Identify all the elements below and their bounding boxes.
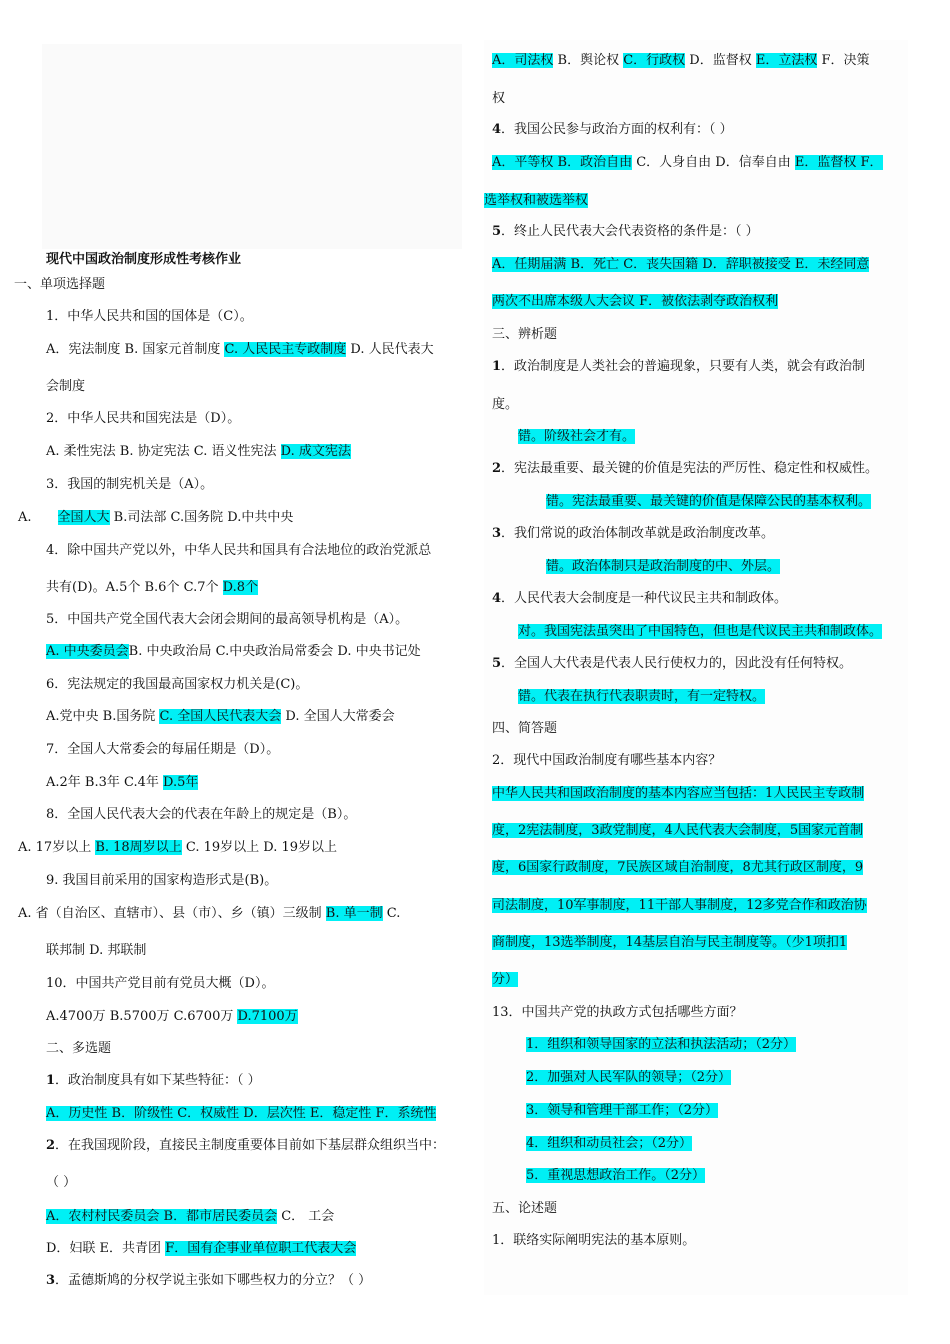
question-9-options-cont: 联邦制 D. 邦联制 <box>46 943 147 958</box>
analysis-question-5: 5．全国人大代表是代表人民行使权力的，因此没有任何特权。 <box>492 656 853 671</box>
answer-highlight: 商制度，13选举制度，14基层自治与民主制度等。（少1项扣1 <box>492 935 848 950</box>
answer-highlight: 错。阶级社会才有。 <box>518 429 636 444</box>
answer-highlight: C．行政权 <box>623 53 686 68</box>
answer-highlight: 度，2宪法制度，3政党制度，4人民代表大会制度，5国家元首制 <box>492 823 864 838</box>
answer-highlight: D.7100万 <box>237 1009 298 1024</box>
analysis-question-1-cont: 度。 <box>492 397 519 412</box>
multi-question-4-options: A．平等权 B．政治自由 C．人身自由 D．信奉自由 E．监督权 F． <box>492 155 883 170</box>
analysis-answer-2 <box>546 493 871 511</box>
question-9: 9. 我国目前采用的国家构造形式是(B)。 <box>46 873 278 888</box>
question-2: 2．中华人民共和国宪法是（D）。 <box>46 411 241 426</box>
short-answer-2-line-6 <box>492 971 518 989</box>
answer-highlight: 司法制度，10军事制度，11干部人事制度，12多党合作和政治协 <box>492 898 867 913</box>
analysis-question-3: 3．我们常说的政治体制改革就是政治制度改革。 <box>492 526 775 541</box>
multi-question-5-answer-2 <box>492 293 778 311</box>
question-5-options: A. 中央委员会B. 中央政治局 C.中央政治局常委会 D. 中央书记处 <box>46 644 421 659</box>
answer-highlight: A．司法权 <box>492 53 554 68</box>
short-answer-13-item-3 <box>526 1102 718 1120</box>
question-7: 7．全国人大常委会的每届任期是（D）。 <box>46 742 280 757</box>
question-1-options: A．宪法制度 B. 国家元首制度 C. 人民民主专政制度 D. 人民代表大 <box>46 342 434 357</box>
multi-question-3-options-cont: 权 <box>492 91 506 106</box>
multi-question-1: 1．政治制度具有如下某些特征：（ ） <box>46 1073 261 1088</box>
answer-highlight: 分） <box>492 972 519 987</box>
answer-highlight: 1．组织和领导国家的立法和执法活动；（2分） <box>526 1037 797 1052</box>
answer-highlight: 中华人民共和国政治制度的基本内容应当包括：1人民民主专政制 <box>492 786 865 801</box>
document-title: 现代中国政治制度形成性考核作业 <box>46 252 242 267</box>
short-answer-2-line-1 <box>492 785 864 803</box>
answer-highlight: D. 成文宪法 <box>280 444 351 459</box>
answer-highlight: A. 中央委员会 <box>46 644 129 659</box>
question-6: 6．宪法规定的我国最高国家权力机关是(C)。 <box>46 677 309 692</box>
answer-highlight: 两次不出席本级人大会议 F．被依法剥夺政治权利 <box>492 294 779 309</box>
answer-highlight: 4．组织和动员社会；（2分） <box>526 1136 693 1151</box>
analysis-answer-1 <box>518 428 635 446</box>
analysis-answer-4 <box>518 623 882 641</box>
answer-highlight: C. 全国人民代表大会 <box>159 709 282 724</box>
question-5: 5．中国共产党全国代表大会闭会期间的最高领导机构是（A）。 <box>46 612 409 627</box>
short-answer-13-item-2 <box>526 1069 731 1087</box>
answer-highlight: A．农村村民委员会 B．都市居民委员会 <box>46 1209 278 1224</box>
analysis-question-1: 1．政治制度是人类社会的普遍现象，只要有人类，就会有政治制 <box>492 359 866 374</box>
answer-highlight: A．平等权 B．政治自由 <box>492 155 633 170</box>
question-9-options: A. 省（自治区、直辖市）、县（市）、乡（镇）三级制 B. 单一制 C. <box>18 906 401 921</box>
multi-question-3-options: A．司法权 B．舆论权 C．行政权 D．监督权 E．立法权 F．决策 <box>492 53 870 68</box>
analysis-answer-3 <box>546 558 780 576</box>
multi-question-4-options-cont <box>484 192 588 210</box>
short-answer-13-item-1 <box>526 1036 796 1054</box>
short-answer-2-line-5 <box>492 934 847 952</box>
blank-area <box>42 44 462 249</box>
section-heading-multiple-choice: 二、多选题 <box>46 1041 112 1056</box>
question-6-options: A.党中央 B.国务院 C. 全国人民代表大会 D. 全国人大常委会 <box>46 709 395 724</box>
question-2-options: A. 柔性宪法 B. 协定宪法 C. 语义性宪法 D. 成文宪法 <box>46 444 351 459</box>
answer-highlight: C. 人民民主专政制度 <box>224 342 347 357</box>
question-1-options-cont: 会制度 <box>46 379 86 394</box>
section-heading-single-choice: 一、单项选择题 <box>14 277 106 292</box>
answer-highlight: F．国有企事业单位职工代表大会 <box>165 1241 357 1256</box>
section-heading-essay: 五、论述题 <box>492 1201 558 1216</box>
answer-highlight: D.8个 <box>222 580 258 595</box>
short-answer-2-line-2 <box>492 822 863 840</box>
question-10: 10．中国共产党目前有党员大概（D）。 <box>46 976 275 991</box>
question-10-options: A.4700万 B.5700万 C.6700万 D.7100万 <box>46 1009 298 1024</box>
question-4: 4．除中国共产党以外，中华人民共和国具有合法地位的政治党派总 <box>46 543 432 558</box>
multi-question-2-options-2: D．妇联 E．共青团 F．国有企事业单位职工代表大会 <box>46 1241 357 1256</box>
answer-highlight: E．监督权 F． <box>794 155 883 170</box>
analysis-answer-5 <box>518 688 765 706</box>
multi-question-1-answer <box>46 1105 436 1123</box>
question-1: 1．中华人民共和国的国体是（C）。 <box>46 309 253 324</box>
answer-highlight: 错。宪法最重要、最关键的价值是保障公民的基本权利。 <box>546 494 872 509</box>
short-answer-13-item-4 <box>526 1135 692 1153</box>
answer-highlight: 全国人大 <box>57 510 110 525</box>
multi-question-5-answer-1 <box>492 256 869 274</box>
answer-highlight: 对。我国宪法虽突出了中国特色，但也是代议民主共和制政体。 <box>518 624 883 639</box>
short-answer-13-item-5 <box>526 1167 705 1185</box>
answer-highlight: A．任期届满 B．死亡 C．丧失国籍 D．辞职被接受 E．未经同意 <box>492 257 870 272</box>
answer-highlight: 错。政治体制只是政治制度的中、外层。 <box>546 559 781 574</box>
short-question-2: 2．现代中国政治制度有哪些基本内容？ <box>492 753 722 768</box>
answer-highlight: B. 18周岁以上 <box>95 840 182 855</box>
essay-question-1: 1．联络实际阐明宪法的基本原则。 <box>492 1233 696 1248</box>
answer-highlight: 错。代表在执行代表职责时，有一定特权。 <box>518 689 766 704</box>
answer-highlight: B. 单一制 <box>325 906 383 921</box>
multi-question-3: 3．孟德斯鸠的分权学说主张如下哪些权力的分立？（ ） <box>46 1273 372 1288</box>
question-3: 3．我国的制宪机关是（A）。 <box>46 477 214 492</box>
analysis-question-4: 4．人民代表大会制度是一种代议民主共和制政体。 <box>492 591 788 606</box>
answer-highlight: 3．领导和管理干部工作；（2分） <box>526 1103 719 1118</box>
question-7-options: A.2年 B.3年 C.4年 D.5年 <box>46 775 199 790</box>
answer-highlight: 5．重视思想政治工作。（2分） <box>526 1168 706 1183</box>
answer-highlight: 度，6国家行政制度，7民族区域自治制度，8尤其行政区制度，9 <box>492 860 864 875</box>
answer-highlight: 2．加强对人民军队的领导；（2分） <box>526 1070 732 1085</box>
analysis-question-2: 2．宪法最重要、最关键的价值是宪法的严厉性、稳定性和权威性。 <box>492 461 879 476</box>
answer-highlight: E．立法权 <box>755 53 818 68</box>
multi-question-5: 5．终止人民代表大会代表资格的条件是：（ ） <box>492 224 759 239</box>
multi-question-2: 2．在我国现阶段，直接民主制度重要体目前如下基层群众组织当中： <box>46 1138 446 1153</box>
multi-question-2-options-1: A．农村村民委员会 B．都市居民委员会 C． 工会 <box>46 1209 335 1224</box>
short-question-13: 13．中国共产党的执政方式包括哪些方面？ <box>492 1005 743 1020</box>
question-8-options: A. 17岁以上 B. 18周岁以上 C. 19岁以上 D. 19岁以上 <box>18 840 338 855</box>
answer-highlight: D.5年 <box>163 775 199 790</box>
question-3-options: A. 全国人大 B.司法部 C.国务院 D.中共中央 <box>18 510 294 525</box>
question-8: 8．全国人民代表大会的代表在年龄上的规定是（B）。 <box>46 807 357 822</box>
section-heading-short-answer: 四、简答题 <box>492 721 558 736</box>
short-answer-2-line-3 <box>492 859 863 877</box>
answer-highlight: 选举权和被选举权 <box>484 193 589 208</box>
question-4-options: 共有(D)。A.5个 B.6个 C.7个 D.8个 <box>46 580 258 595</box>
short-answer-2-line-4 <box>492 897 867 915</box>
section-heading-analysis: 三、辨析题 <box>492 327 558 342</box>
multi-question-2-paren: （ ） <box>46 1175 77 1190</box>
multi-question-4: 4．我国公民参与政治方面的权利有：（ ） <box>492 122 733 137</box>
answer-highlight: A．历史性 B．阶级性 C．权威性 D．层次性 E．稳定性 F．系统性 <box>46 1106 437 1121</box>
